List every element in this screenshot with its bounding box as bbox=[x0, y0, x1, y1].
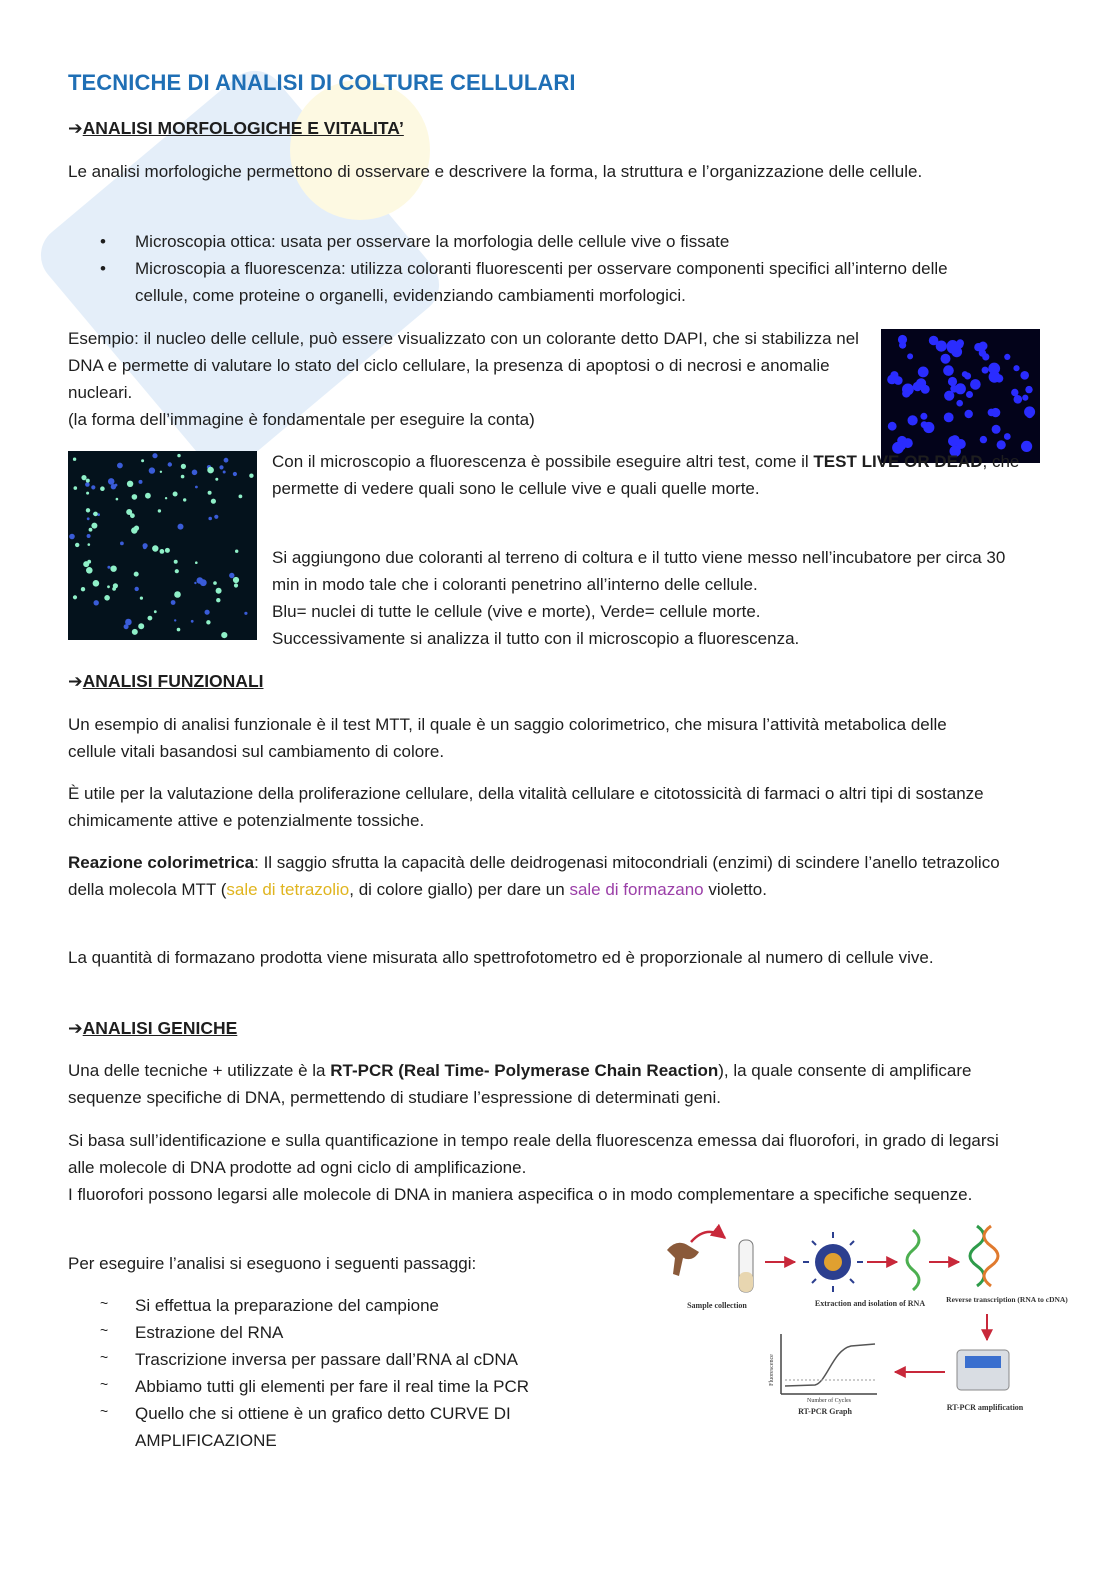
rtpcr-workflow-diagram bbox=[655, 1222, 1068, 1422]
cell-dot bbox=[208, 491, 212, 495]
diagram-label-graph: RT-PCR Graph bbox=[798, 1407, 852, 1416]
formazan-term: sale di formazano bbox=[569, 880, 704, 899]
nucleus-dot bbox=[899, 342, 906, 349]
graph-x-axis-label: Number of Cycles bbox=[807, 1398, 851, 1404]
stain-paragraph: Si aggiungono due coloranti al terreno di coltura e il tutto viene messo nell’incubatore per circa 30 min in modo tale che i coloranti penetrino all’interno delle cellule. Blu= nuclei di tutte le cellule (vive e morte), Verde= cellule morte. Successivamente si analizza il tutto con il microscopio a fluorescenza. bbox=[272, 548, 1006, 648]
rna-extraction-icon bbox=[803, 1232, 863, 1292]
cell-dot bbox=[200, 579, 207, 586]
cell-dot bbox=[73, 458, 76, 461]
nucleus-dot bbox=[947, 340, 959, 352]
cell-dot bbox=[93, 512, 98, 517]
cell-dot bbox=[143, 543, 148, 548]
nucleus-dot bbox=[989, 371, 1001, 383]
cell-dot bbox=[134, 526, 139, 531]
cell-dot bbox=[152, 453, 157, 458]
nucleus-dot bbox=[923, 422, 934, 433]
dapi-nuclei-image bbox=[881, 329, 1040, 463]
cell-dot bbox=[86, 492, 89, 495]
cell-dot bbox=[91, 485, 95, 489]
nucleus-dot bbox=[1022, 395, 1028, 401]
cell-dot bbox=[81, 587, 85, 591]
cell-dot bbox=[235, 550, 238, 553]
cell-dot bbox=[223, 471, 226, 474]
section-heading-funzionali: ➔ANALISI FUNZIONALI bbox=[68, 671, 264, 691]
sample-collection-icon bbox=[667, 1232, 753, 1292]
nucleus-dot bbox=[907, 353, 913, 359]
cell-dot bbox=[86, 567, 93, 574]
cell-dot bbox=[85, 482, 90, 487]
cell-dot bbox=[134, 572, 139, 577]
nucleus-dot bbox=[916, 378, 926, 388]
nucleus-dot bbox=[992, 425, 1001, 434]
cell-dot bbox=[117, 463, 123, 469]
rtpcr-term: RT-PCR (Real Time- Polymerase Chain Reaction bbox=[330, 1061, 719, 1080]
nucleus-dot bbox=[1026, 411, 1033, 418]
cell-dot bbox=[89, 528, 93, 532]
graph-y-axis-label: Fluorescence bbox=[769, 1354, 775, 1386]
steps-intro: Per eseguire l’analisi si eseguono i seguenti passaggi: bbox=[68, 1254, 477, 1273]
cell-dot bbox=[74, 486, 78, 490]
nucleus-dot bbox=[902, 389, 910, 397]
cell-dot bbox=[219, 465, 223, 469]
cell-dot bbox=[149, 467, 155, 473]
live-dead-term: TEST LIVE OR DEAD bbox=[813, 452, 983, 471]
cell-dot bbox=[125, 619, 132, 626]
nucleus-dot bbox=[982, 367, 989, 374]
nucleus-dot bbox=[944, 391, 954, 401]
nucleus-dot bbox=[908, 415, 918, 425]
cell-dot bbox=[195, 486, 198, 489]
cell-dot bbox=[86, 479, 90, 483]
cell-dot bbox=[177, 454, 180, 457]
cell-dot bbox=[83, 561, 89, 567]
nucleus-dot bbox=[948, 436, 958, 446]
cell-dot bbox=[132, 629, 138, 635]
cell-dot bbox=[221, 632, 227, 638]
diagram-label-amplification: RT-PCR amplification bbox=[946, 1403, 1024, 1412]
rtpcr-paragraph: Una delle tecniche + utilizzate è la RT-PCR (Real Time- Polymerase Chain Reaction), la quale consente di amplificare sequenze specifiche di DNA, permettendo di studiare l’espressione di determinati geni. bbox=[68, 1061, 972, 1107]
colorimetric-term: Reazione colorimetrica bbox=[68, 853, 255, 872]
cell-dot bbox=[213, 581, 217, 585]
nucleus-dot bbox=[920, 413, 927, 420]
morfo-intro: Le analisi morfologiche permettono di osservare e descrivere la forma, la struttura e l’organizzazione delle cellule. bbox=[68, 162, 923, 181]
live-dead-paragraph: Con il microscopio a fluorescenza è possibile eseguire altri test, come il TEST LIVE OR DEAD, che permette di vedere quali sono le cellule vive e quali quelle morte. bbox=[272, 452, 1020, 498]
cell-dot bbox=[141, 459, 144, 462]
nucleus-dot bbox=[970, 379, 981, 390]
cell-dot bbox=[107, 566, 110, 569]
cell-dot bbox=[177, 628, 181, 632]
cell-dot bbox=[229, 573, 234, 578]
nucleus-dot bbox=[888, 422, 897, 431]
cell-dot bbox=[100, 486, 105, 491]
cell-dot bbox=[208, 517, 212, 521]
rna-strand-icon bbox=[907, 1230, 919, 1290]
cell-dot bbox=[183, 498, 186, 501]
amplification-curve-graph bbox=[781, 1334, 877, 1394]
cell-dot bbox=[94, 600, 99, 605]
nucleus-dot bbox=[894, 376, 903, 385]
cell-dot bbox=[214, 515, 218, 519]
cell-dot bbox=[127, 481, 133, 487]
arrow-icon: ➔ bbox=[68, 671, 83, 691]
dapi-example: Esempio: il nucleo delle cellule, può essere visualizzato con un colorante detto DAPI, che si stabilizza nel DNA e permette di valutare lo stato del ciclo cellulare, la presenza di apoptosi o di necrosi e anomalie nucleari. bbox=[68, 329, 859, 402]
cell-dot bbox=[207, 467, 214, 474]
cell-dot bbox=[148, 616, 153, 621]
steps-list bbox=[68, 1292, 628, 1454]
pcr-machine-icon bbox=[957, 1350, 1009, 1390]
nucleus-dot bbox=[941, 354, 951, 364]
nucleus-dot bbox=[929, 336, 939, 346]
nucleus-dot bbox=[1013, 365, 1019, 371]
cell-dot bbox=[87, 517, 90, 520]
nucleus-dot bbox=[1004, 433, 1011, 440]
diagram-label-extraction: Extraction and isolation of RNA bbox=[814, 1299, 926, 1308]
cell-dot bbox=[114, 484, 117, 487]
cell-dot bbox=[139, 480, 143, 484]
cell-dot bbox=[215, 478, 218, 481]
cell-dot bbox=[132, 494, 138, 500]
morfo-bullet-list bbox=[68, 228, 988, 309]
cell-dot bbox=[233, 577, 239, 583]
nucleus-dot bbox=[974, 343, 982, 351]
cell-dot bbox=[116, 498, 119, 501]
cell-dot bbox=[107, 585, 110, 588]
dapi-note: (la forma dell’immagine è fondamentale per eseguire la conta) bbox=[68, 410, 535, 429]
cell-dot bbox=[173, 492, 178, 497]
nucleus-dot bbox=[962, 371, 968, 377]
cell-dot bbox=[249, 474, 253, 478]
list-item: • Microscopia a fluorescenza: utilizza coloranti fluorescenti per osservare componenti specifici all’interno delle cellule, come proteine o organelli, evidenziando cambiamenti morfologici. bbox=[68, 255, 988, 309]
cell-dot bbox=[175, 569, 179, 573]
cell-dot bbox=[234, 583, 238, 587]
cell-dot bbox=[73, 595, 77, 599]
cell-dot bbox=[181, 475, 185, 479]
arrow-icon: ➔ bbox=[68, 118, 83, 138]
list-item: ~ Quello che si ottiene è un grafico detto CURVE DI AMPLIFICAZIONE bbox=[68, 1400, 628, 1454]
cell-dot bbox=[168, 462, 172, 466]
cell-dot bbox=[160, 549, 165, 554]
section-heading-morfo: ➔ANALISI MORFOLOGICHE E VITALITA’ bbox=[68, 118, 404, 138]
cell-dot bbox=[211, 499, 216, 504]
cell-dot bbox=[138, 623, 144, 629]
diagram-label-reverse: Reverse transcription (RNA to cDNA) bbox=[946, 1295, 1068, 1304]
fluorescence-paragraph: Si basa sull’identificazione e sulla quantificazione in tempo reale della fluorescenza emessa dai fluorofori, in grado di legarsi alle molecole di DNA prodotte ad ogni ciclo di amplificazione. I fluorofori possono legarsi alle molecole di DNA in maniera aspecifica o in modo complementare a specifiche sequenze. bbox=[68, 1131, 999, 1204]
cell-dot bbox=[93, 580, 100, 587]
nucleus-dot bbox=[980, 436, 987, 443]
nucleus-dot bbox=[918, 367, 929, 378]
nucleus-dot bbox=[1025, 386, 1032, 393]
diagram-label-sample: Sample collection bbox=[687, 1301, 747, 1310]
cell-dot bbox=[145, 493, 151, 499]
live-dead-image bbox=[68, 451, 257, 640]
cell-dot bbox=[152, 545, 158, 551]
cell-dot bbox=[233, 472, 237, 476]
cell-dot bbox=[140, 597, 143, 600]
cell-dot bbox=[195, 561, 198, 564]
cell-dot bbox=[224, 458, 229, 463]
cell-dot bbox=[81, 475, 86, 480]
cell-dot bbox=[108, 478, 115, 485]
cell-dot bbox=[113, 583, 118, 588]
cell-dot bbox=[181, 464, 186, 469]
cell-dot bbox=[174, 560, 178, 564]
cell-dot bbox=[171, 600, 176, 605]
section-heading-geniche: ➔ANALISI GENICHE bbox=[68, 1018, 238, 1038]
cell-dot bbox=[88, 543, 91, 546]
cell-dot bbox=[126, 509, 132, 515]
dna-helix-icon bbox=[970, 1226, 998, 1286]
nucleus-dot bbox=[982, 353, 989, 360]
cell-dot bbox=[216, 598, 220, 602]
cell-dot bbox=[194, 582, 196, 584]
cell-dot bbox=[165, 497, 167, 499]
cell-dot bbox=[86, 508, 90, 512]
cell-dot bbox=[120, 542, 124, 546]
cell-dot bbox=[69, 534, 75, 540]
nucleus-dot bbox=[1020, 371, 1029, 380]
cell-dot bbox=[244, 612, 247, 615]
list-item: ~ Trascrizione inversa per passare dall’RNA al cDNA bbox=[68, 1346, 628, 1373]
arrow-icon: ➔ bbox=[68, 1018, 83, 1038]
colorimetric-paragraph: Reazione colorimetrica: Il saggio sfrutta la capacità delle deidrogenasi mitocondriali (enzimi) di scindere l’anello tetrazolico della molecola MTT (sale di tetrazolio, di colore giallo) per dare un sale di formazano violetto. bbox=[68, 853, 1000, 899]
cell-dot bbox=[135, 587, 139, 591]
nucleus-dot bbox=[948, 377, 957, 386]
list-item: • Microscopia ottica: usata per osservare la morfologia delle cellule vive o fissate bbox=[68, 228, 988, 255]
nucleus-dot bbox=[1004, 354, 1010, 360]
cell-dot bbox=[165, 548, 170, 553]
nucleus-dot bbox=[1014, 395, 1023, 404]
mtt-utility-paragraph: È utile per la valutazione della proliferazione cellulare, della vitalità cellulare e citotossicità di farmaci o altri tipi di sostanze chimicamente attive e potenzialmente tossiche. bbox=[68, 784, 984, 830]
cell-dot bbox=[174, 619, 176, 621]
formazan-paragraph: La quantità di formazano prodotta viene misurata allo spettrofotometro ed è proporzionale al numero di cellule vive. bbox=[68, 948, 934, 967]
cell-dot bbox=[91, 523, 97, 529]
list-item: ~ Estrazione del RNA bbox=[68, 1319, 628, 1346]
page-title: TECNICHE DI ANALISI DI COLTURE CELLULARI bbox=[68, 70, 576, 95]
cell-dot bbox=[87, 534, 91, 538]
cell-dot bbox=[110, 566, 116, 572]
nucleus-dot bbox=[1021, 441, 1032, 452]
mtt-paragraph: Un esempio di analisi funzionale è il test MTT, il quale è un saggio colorimetrico, che misura l’attività metabolica delle cellule vitali basandosi sul cambiamento di colore. bbox=[68, 715, 947, 761]
cell-dot bbox=[178, 524, 184, 530]
nucleus-dot bbox=[965, 410, 973, 418]
cell-dot bbox=[160, 471, 162, 473]
nucleus-dot bbox=[956, 400, 963, 407]
tetrazolium-term: sale di tetrazolio bbox=[226, 880, 350, 899]
cell-dot bbox=[158, 509, 161, 512]
nucleus-dot bbox=[903, 438, 913, 448]
cell-dot bbox=[205, 610, 210, 615]
cell-dot bbox=[174, 591, 181, 598]
cell-dot bbox=[192, 470, 198, 476]
cell-dot bbox=[216, 588, 222, 594]
cell-dot bbox=[191, 620, 194, 623]
list-item: ~ Si effettua la preparazione del campione bbox=[68, 1292, 628, 1319]
cell-dot bbox=[206, 620, 210, 624]
cell-dot bbox=[104, 595, 110, 601]
nucleus-dot bbox=[943, 365, 954, 376]
cell-dot bbox=[75, 543, 79, 547]
nucleus-dot bbox=[944, 413, 954, 423]
cell-dot bbox=[154, 610, 157, 613]
nucleus-dot bbox=[966, 391, 973, 398]
nucleus-dot bbox=[988, 409, 996, 417]
list-item: ~ Abbiamo tutti gli elementi per fare il real time la PCR bbox=[68, 1373, 628, 1400]
cell-dot bbox=[239, 495, 243, 499]
